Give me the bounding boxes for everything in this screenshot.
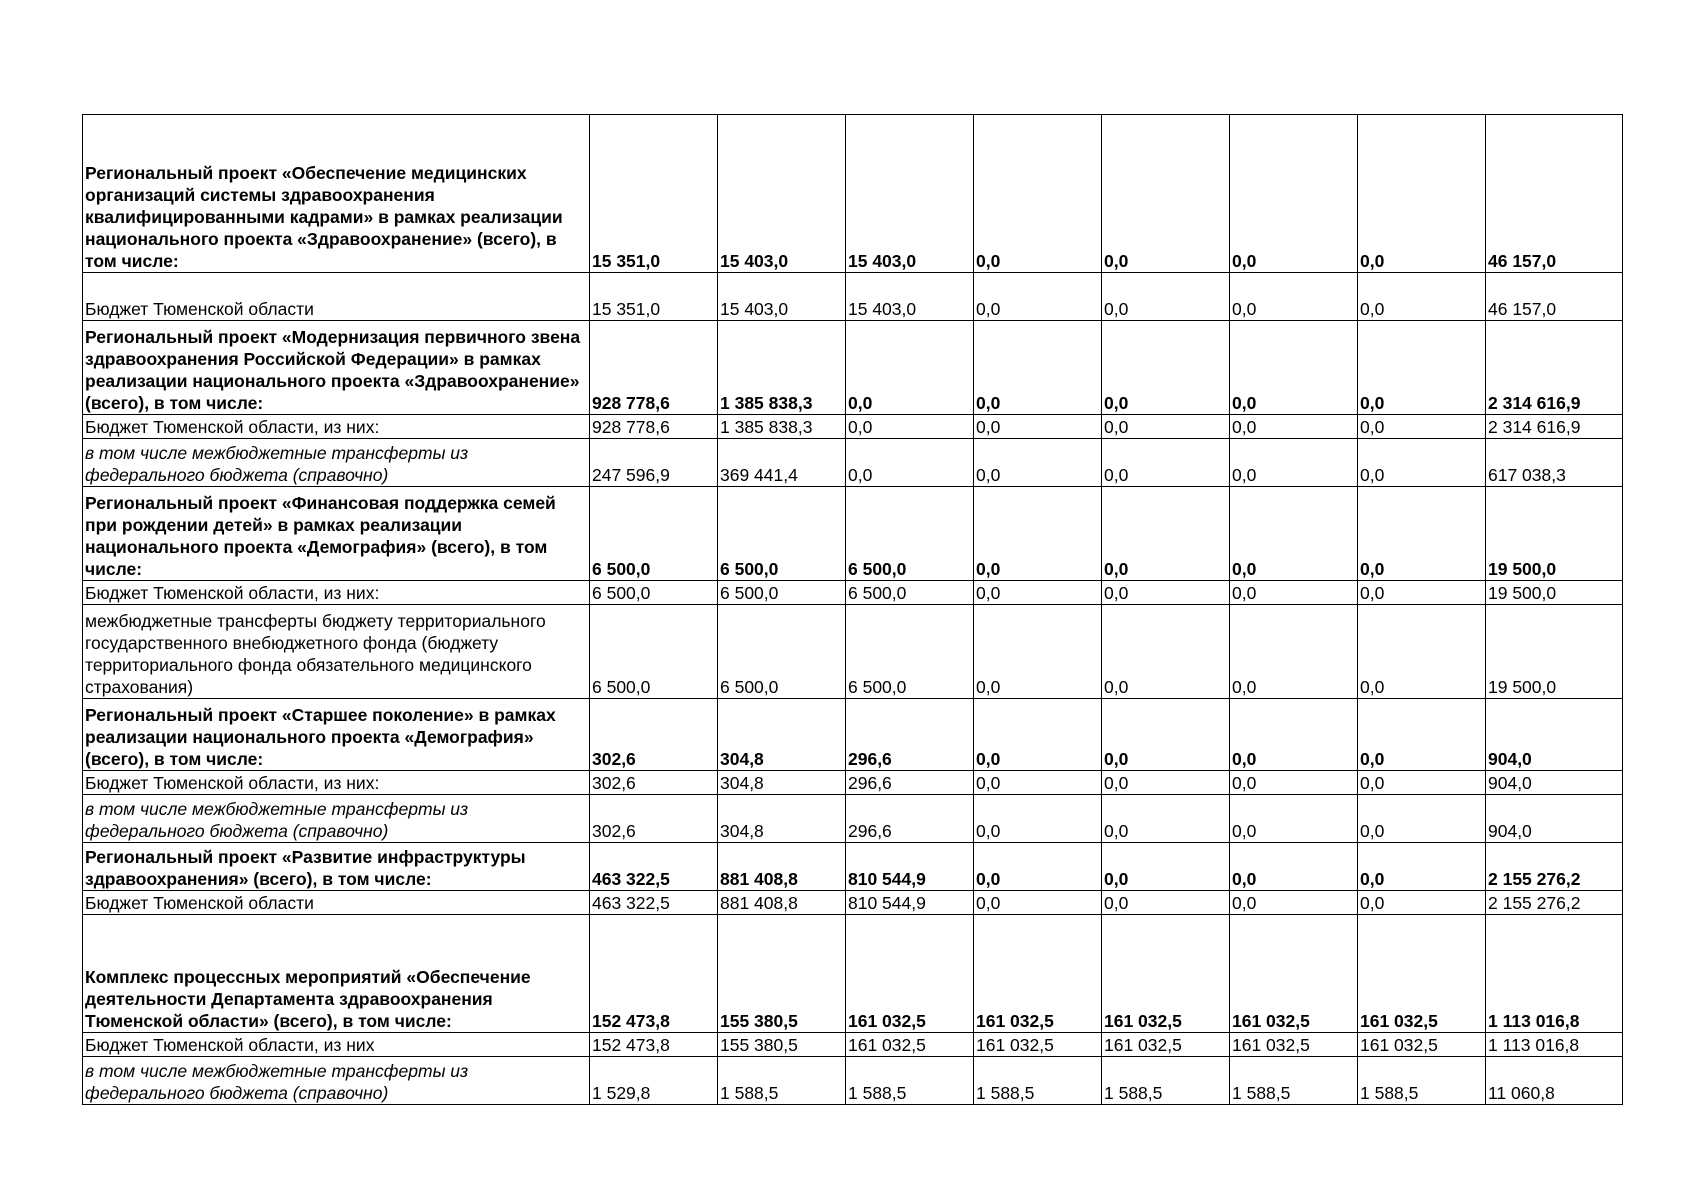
row-label: межбюджетные трансферты бюджету территориального государственного внебюджетного фонда (бюджету территориального фонда обязательного медицинского страхования) [83,605,590,699]
value-cell: 0,0 [974,415,1102,439]
value-cell: 810 544,9 [846,843,974,891]
value-cell: 15 403,0 [846,273,974,321]
value-cell: 155 380,5 [718,915,846,1033]
value-cell: 0,0 [846,321,974,415]
value-cell: 6 500,0 [590,581,718,605]
value-cell: 1 588,5 [974,1057,1102,1105]
value-cell: 0,0 [1358,581,1486,605]
value-cell: 0,0 [1230,321,1358,415]
value-cell: 0,0 [1102,605,1230,699]
table-row [83,915,1623,1033]
table-row [83,439,1623,487]
value-cell: 0,0 [1358,771,1486,795]
value-cell: 810 544,9 [846,891,974,915]
value-cell: 0,0 [974,771,1102,795]
table-row [83,1033,1623,1057]
value-cell: 0,0 [1358,273,1486,321]
value-cell: 155 380,5 [718,1033,846,1057]
value-cell: 617 038,3 [1486,439,1623,487]
table-row [83,581,1623,605]
value-cell: 304,8 [718,795,846,843]
value-cell: 0,0 [1230,415,1358,439]
value-cell: 1 588,5 [1102,1057,1230,1105]
value-cell: 0,0 [1230,115,1358,273]
value-cell: 0,0 [1102,699,1230,771]
value-cell: 6 500,0 [846,581,974,605]
value-cell: 302,6 [590,699,718,771]
table-row [83,699,1623,771]
value-cell: 369 441,4 [718,439,846,487]
value-cell: 0,0 [1230,699,1358,771]
value-cell: 463 322,5 [590,843,718,891]
row-label: в том числе межбюджетные трансферты из федерального бюджета (справочно) [83,1057,590,1105]
value-cell: 2 155 276,2 [1486,891,1623,915]
value-cell: 0,0 [974,487,1102,581]
value-cell: 0,0 [1102,321,1230,415]
table-row [83,1057,1623,1105]
table-row [83,771,1623,795]
value-cell: 1 385 838,3 [718,415,846,439]
value-cell: 15 351,0 [590,273,718,321]
value-cell: 0,0 [1358,321,1486,415]
row-label: в том числе межбюджетные трансферты из федерального бюджета (справочно) [83,439,590,487]
value-cell: 0,0 [1358,843,1486,891]
value-cell: 2 314 616,9 [1486,415,1623,439]
value-cell: 304,8 [718,699,846,771]
value-cell: 161 032,5 [974,1033,1102,1057]
value-cell: 6 500,0 [590,605,718,699]
value-cell: 0,0 [1102,439,1230,487]
value-cell: 0,0 [1230,487,1358,581]
value-cell: 0,0 [1358,415,1486,439]
value-cell: 0,0 [1230,795,1358,843]
value-cell: 19 500,0 [1486,581,1623,605]
value-cell: 0,0 [974,605,1102,699]
value-cell: 904,0 [1486,699,1623,771]
value-cell: 247 596,9 [590,439,718,487]
value-cell: 15 403,0 [718,273,846,321]
row-label: Бюджет Тюменской области, из них: [83,415,590,439]
value-cell: 11 060,8 [1486,1057,1623,1105]
value-cell: 152 473,8 [590,915,718,1033]
value-cell: 928 778,6 [590,321,718,415]
row-label: Региональный проект «Модернизация первичного звена здравоохранения Российской Федерации» в рамках реализации национального проекта «Здравоохранение» (всего), в том числе: [83,321,590,415]
value-cell: 0,0 [1102,771,1230,795]
value-cell: 0,0 [1230,891,1358,915]
value-cell: 928 778,6 [590,415,718,439]
value-cell: 46 157,0 [1486,273,1623,321]
value-cell: 161 032,5 [846,1033,974,1057]
value-cell: 1 588,5 [1358,1057,1486,1105]
value-cell: 161 032,5 [1358,915,1486,1033]
value-cell: 0,0 [1230,605,1358,699]
row-label: Бюджет Тюменской области, из них [83,1033,590,1057]
value-cell: 0,0 [1358,605,1486,699]
value-cell: 0,0 [1358,795,1486,843]
value-cell: 1 529,8 [590,1057,718,1105]
value-cell: 161 032,5 [1230,1033,1358,1057]
value-cell: 2 314 616,9 [1486,321,1623,415]
value-cell: 6 500,0 [846,487,974,581]
value-cell: 2 155 276,2 [1486,843,1623,891]
value-cell: 0,0 [1102,843,1230,891]
value-cell: 1 113 016,8 [1486,915,1623,1033]
value-cell: 46 157,0 [1486,115,1623,273]
value-cell: 1 588,5 [1230,1057,1358,1105]
value-cell: 0,0 [1102,115,1230,273]
value-cell: 0,0 [1102,891,1230,915]
value-cell: 0,0 [974,273,1102,321]
value-cell: 6 500,0 [846,605,974,699]
row-label: Региональный проект «Финансовая поддержка семей при рождении детей» в рамках реализации национального проекта «Демография» (всего), в том числе: [83,487,590,581]
value-cell: 1 588,5 [846,1057,974,1105]
value-cell: 161 032,5 [846,915,974,1033]
value-cell: 6 500,0 [718,487,846,581]
value-cell: 19 500,0 [1486,487,1623,581]
value-cell: 0,0 [1358,699,1486,771]
value-cell: 0,0 [1358,115,1486,273]
value-cell: 0,0 [974,795,1102,843]
value-cell: 15 351,0 [590,115,718,273]
value-cell: 1 588,5 [718,1057,846,1105]
value-cell: 904,0 [1486,795,1623,843]
value-cell: 15 403,0 [718,115,846,273]
value-cell: 161 032,5 [1358,1033,1486,1057]
value-cell: 881 408,8 [718,891,846,915]
value-cell: 15 403,0 [846,115,974,273]
table-row [83,891,1623,915]
table-row [83,321,1623,415]
value-cell: 0,0 [1230,581,1358,605]
value-cell: 1 113 016,8 [1486,1033,1623,1057]
value-cell: 296,6 [846,795,974,843]
value-cell: 302,6 [590,771,718,795]
value-cell: 19 500,0 [1486,605,1623,699]
row-label: Региональный проект «Старшее поколение» в рамках реализации национального проекта «Демография» (всего), в том числе: [83,699,590,771]
table-row [83,795,1623,843]
value-cell: 0,0 [1102,487,1230,581]
value-cell: 152 473,8 [590,1033,718,1057]
table-row [83,605,1623,699]
value-cell: 1 385 838,3 [718,321,846,415]
value-cell: 0,0 [974,699,1102,771]
value-cell: 0,0 [846,439,974,487]
budget-table [82,114,1623,1105]
row-label: Бюджет Тюменской области [83,891,590,915]
row-label: Бюджет Тюменской области [83,273,590,321]
value-cell: 6 500,0 [718,581,846,605]
row-label: в том числе межбюджетные трансферты из федерального бюджета (справочно) [83,795,590,843]
value-cell: 161 032,5 [1102,1033,1230,1057]
value-cell: 0,0 [1102,581,1230,605]
value-cell: 904,0 [1486,771,1623,795]
value-cell: 161 032,5 [1102,915,1230,1033]
row-label: Комплекс процессных мероприятий «Обеспечение деятельности Департамента здравоохранения Тюменской области» (всего), в том числе: [83,915,590,1033]
row-label: Региональный проект «Обеспечение медицинских организаций системы здравоохранения квалифицированными кадрами» в рамках реализации национального проекта «Здравоохранение» (всего), в том числе: [83,115,590,273]
table-row [83,115,1623,273]
value-cell: 0,0 [1230,439,1358,487]
value-cell: 0,0 [974,321,1102,415]
value-cell: 302,6 [590,795,718,843]
value-cell: 0,0 [846,415,974,439]
value-cell: 296,6 [846,771,974,795]
row-label: Бюджет Тюменской области, из них: [83,581,590,605]
value-cell: 296,6 [846,699,974,771]
value-cell: 161 032,5 [974,915,1102,1033]
value-cell: 881 408,8 [718,843,846,891]
value-cell: 0,0 [974,891,1102,915]
value-cell: 0,0 [1358,891,1486,915]
row-label: Региональный проект «Развитие инфраструктуры здравоохранения» (всего), в том числе: [83,843,590,891]
value-cell: 161 032,5 [1230,915,1358,1033]
value-cell: 0,0 [974,843,1102,891]
value-cell: 0,0 [974,115,1102,273]
table-row [83,273,1623,321]
value-cell: 0,0 [1358,487,1486,581]
value-cell: 304,8 [718,771,846,795]
value-cell: 0,0 [1102,415,1230,439]
value-cell: 0,0 [974,439,1102,487]
value-cell: 0,0 [974,581,1102,605]
value-cell: 0,0 [1102,273,1230,321]
value-cell: 0,0 [1230,843,1358,891]
row-label: Бюджет Тюменской области, из них: [83,771,590,795]
value-cell: 0,0 [1102,795,1230,843]
value-cell: 463 322,5 [590,891,718,915]
table-row [83,487,1623,581]
value-cell: 6 500,0 [718,605,846,699]
table-row [83,415,1623,439]
table-row [83,843,1623,891]
value-cell: 6 500,0 [590,487,718,581]
value-cell: 0,0 [1230,273,1358,321]
value-cell: 0,0 [1358,439,1486,487]
value-cell: 0,0 [1230,771,1358,795]
